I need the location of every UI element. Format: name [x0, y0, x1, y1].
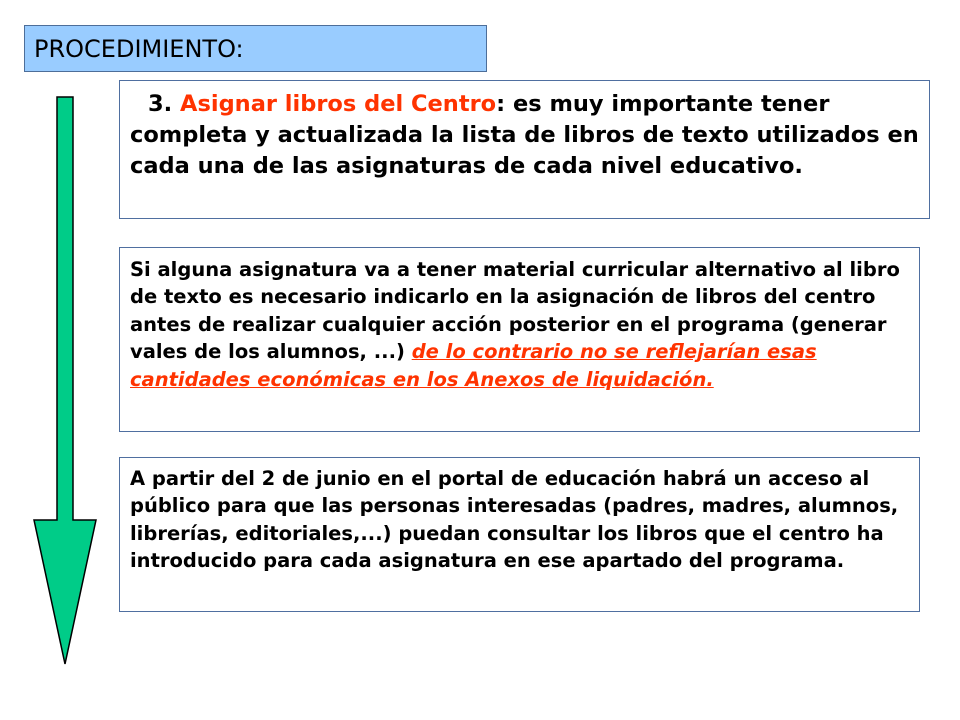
step-box	[119, 80, 930, 219]
step-description: : es muy importante tener completa y actualizada la lista de libros de texto utilizados en cada una de las asignaturas de cada nivel educativo.	[130, 91, 919, 179]
info-box	[119, 457, 920, 612]
down-arrow-icon	[30, 93, 100, 668]
step-name: Asignar libros del Centro	[180, 91, 497, 117]
step-number: 3.	[148, 91, 181, 117]
note-text: Si alguna asignatura va a tener material curricular alternativo al libro de texto es necesario indicarlo en la asignación de libros del centro antes de realizar cualquier acción posterior en el programa (generar vales de los alumnos, ...)	[130, 258, 900, 364]
note-warning: de lo contrario no se reflejarían esas cantidades económicas en los Anexos de liquidación.	[130, 340, 817, 391]
note-box	[119, 247, 920, 432]
page-title: PROCEDIMIENTO:	[24, 25, 487, 72]
info-text: A partir del 2 de junio en el portal de educación habrá un acceso al público para que las personas interesadas (padres, madres, alumnos, librerías, editoriales,...) puedan consultar los libros que el centro ha introducido para cada asignatura en ese apartado del programa.	[130, 467, 899, 573]
